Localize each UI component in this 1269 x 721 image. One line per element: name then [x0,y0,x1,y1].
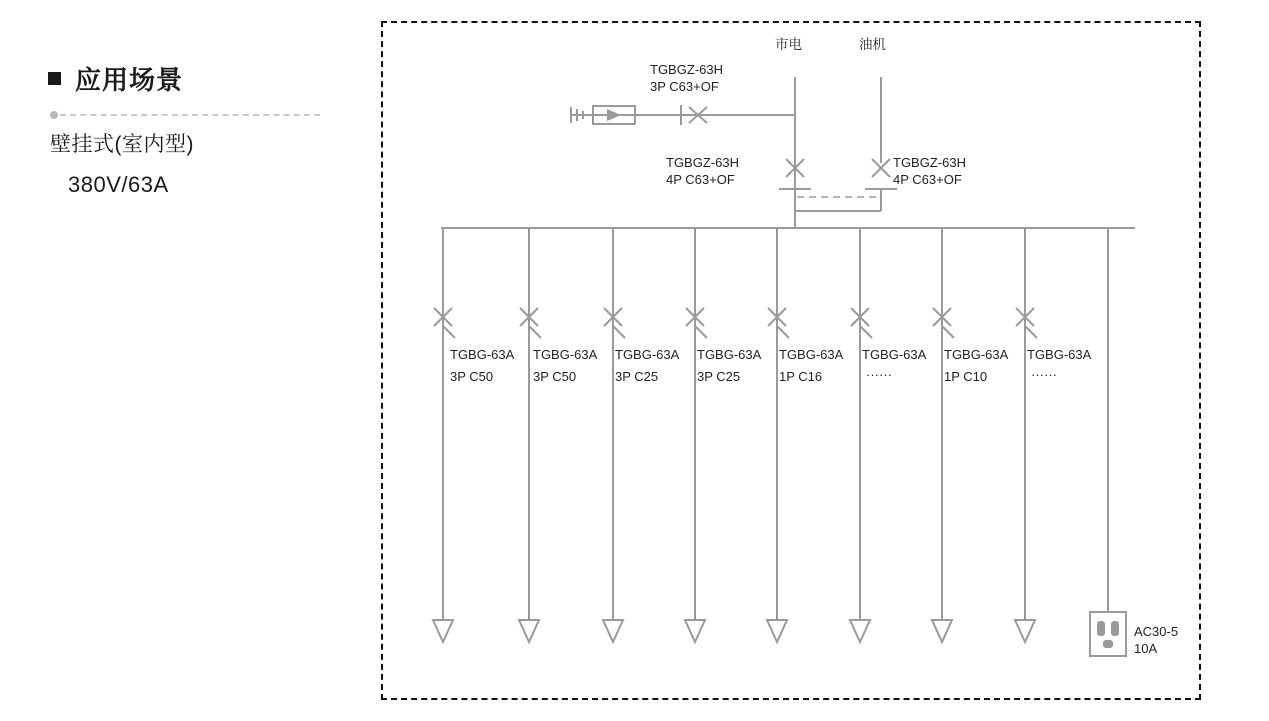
label-socket-line1: AC30-5 [1134,624,1179,639]
section-title [48,60,348,97]
voltage-text: 380V/63A [68,172,169,197]
left-panel [48,60,348,197]
label-branch-4-line2: 3P C25 [697,369,741,384]
label-generator: 油机 [859,37,886,52]
subtitle-text: 壁挂式(室内型) [50,133,194,156]
label-main-breaker-line2: 3P C63+OF [650,79,719,94]
label-branch-7-line2: 1P C10 [944,369,988,384]
label-branch-8-line1: TGBG-63A [1027,347,1092,362]
branch-breaker-7 [933,308,954,338]
branch-breaker-6 [851,308,872,338]
divider-dashed-line [60,114,320,116]
section-title-text: 应用场景 [75,65,184,95]
label-ats-left-line2: 4P C63+OF [666,172,735,187]
label-ats-right-line2: 4P C63+OF [893,172,962,187]
label-branch-3-line1: TGBG-63A [615,347,680,362]
label-branch-4-line1: TGBG-63A [697,347,762,362]
label-branch-2-line1: TGBG-63A [533,347,598,362]
label-branch-1-line2: 3P C50 [450,369,494,384]
label-branch-2-line2: 3P C50 [533,369,577,384]
meter-arrow-icon [607,109,621,121]
branch-breaker-5 [768,308,789,338]
label-main-breaker-line1: TGBGZ-63H [650,62,723,77]
load-arrows [433,620,1035,642]
label-socket-line2: 10A [1134,641,1158,656]
label-branch-1-line1: TGBG-63A [450,347,515,362]
label-branch-6-line2: ······ [866,367,892,382]
label-branch-7-line1: TGBG-63A [944,347,1009,362]
branch-breaker-8 [1016,308,1037,338]
branch-breaker-2 [520,308,541,338]
square-bullet-icon [48,72,61,85]
label-branch-3-line2: 3P C25 [615,369,659,384]
label-mains: 市电 [775,37,802,52]
branch-breaker-4 [686,308,707,338]
label-branch-6-line1: TGBG-63A [862,347,927,362]
label-branch-5-line1: TGBG-63A [779,347,844,362]
branch-breaker-symbols [434,308,1037,338]
branch-breaker-3 [604,308,625,338]
socket-symbol [1090,612,1126,656]
label-branch-8-line2: ······ [1031,367,1057,382]
ats-link-lines [795,189,881,221]
divider-dot-icon [50,111,58,119]
label-ats-right-line1: TGBGZ-63H [893,155,966,170]
divider [50,110,320,120]
label-ats-left-line1: TGBGZ-63H [666,155,739,170]
label-branch-5-line2: 1P C16 [779,369,823,384]
branch-breaker-1 [434,308,455,338]
